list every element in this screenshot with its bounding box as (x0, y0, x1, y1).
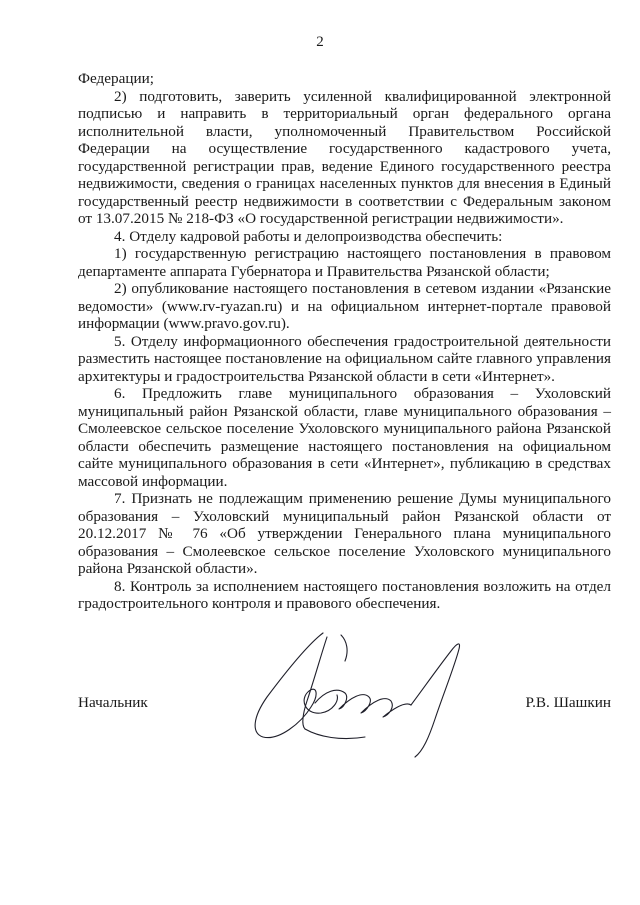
signer-title: Начальник (78, 694, 148, 711)
paragraph-item-5: 5. Отделу информационного обеспечения градостроительной деятельности разместить настоящее постановление на официальном сайте главного управления архитектуры и градостроительства Рязанской области в сети «Интернет». (78, 332, 611, 385)
paragraph-item-4-1: 1) государственную регистрацию настоящего постановления в правовом департаменте аппарата Губернатора и Правительства Рязанской области; (78, 245, 611, 280)
signer-name: Р.В. Шашкин (525, 694, 611, 711)
paragraph-continuation: Федерации; (78, 70, 154, 87)
paragraph-item-4: 4. Отделу кадровой работы и делопроизводства обеспечить: (114, 227, 503, 245)
paragraph-item-2: 2) подготовить, заверить усиленной квалифицированной электронной подписью и направить в территориальный орган федерального органа исполнительной власти, уполномоченный Правительством Российской Федерации на осуществление государственного кадастрового учета, государственной регистрации прав, ведение Единого государственного реестра недвижимости, сведения о границах населенных пунктов для внесения в Единый государственный реестр недвижимости в соответствии с Федеральным законом от 13.07.2015 № 218-ФЗ «О государственной регистрации недвижимости». (78, 87, 611, 227)
document-body (78, 70, 611, 613)
paragraph-item-8: 8. Контроль за исполнением настоящего постановления возложить на отдел градостроительного контроля и правового обеспечения. (78, 577, 611, 612)
paragraph-item-6: 6. Предложить главе муниципального образования – Ухоловский муниципальный район Рязанской области, главе муниципального образования – Смолеевское сельское поселение Ухоловского муниципального района Рязанской области обеспечить размещение настоящего постановления на официальном сайте муниципального образования в сети «Интернет», публикацию в средствах массовой информации. (78, 385, 611, 490)
paragraph-item-4-2: 2) опубликование настоящего постановления в сетевом издании «Рязанские ведомости» (www.rv-ryazan.ru) и на официальном интернет-портале правовой информации (www.pravo.gov.ru). (78, 280, 611, 332)
page-number: 2 (316, 34, 324, 50)
signature-block (78, 694, 611, 714)
paragraph-item-7: 7. Признать не подлежащим применению решение Думы муниципального образования – Ухоловский муниципальный район Рязанской области от 20.12.2017 № 76 «Об утверждении Генерального плана муниципального образования – Смолеевское сельское поселение Ухоловского муниципального района Рязанской области». (78, 490, 611, 577)
